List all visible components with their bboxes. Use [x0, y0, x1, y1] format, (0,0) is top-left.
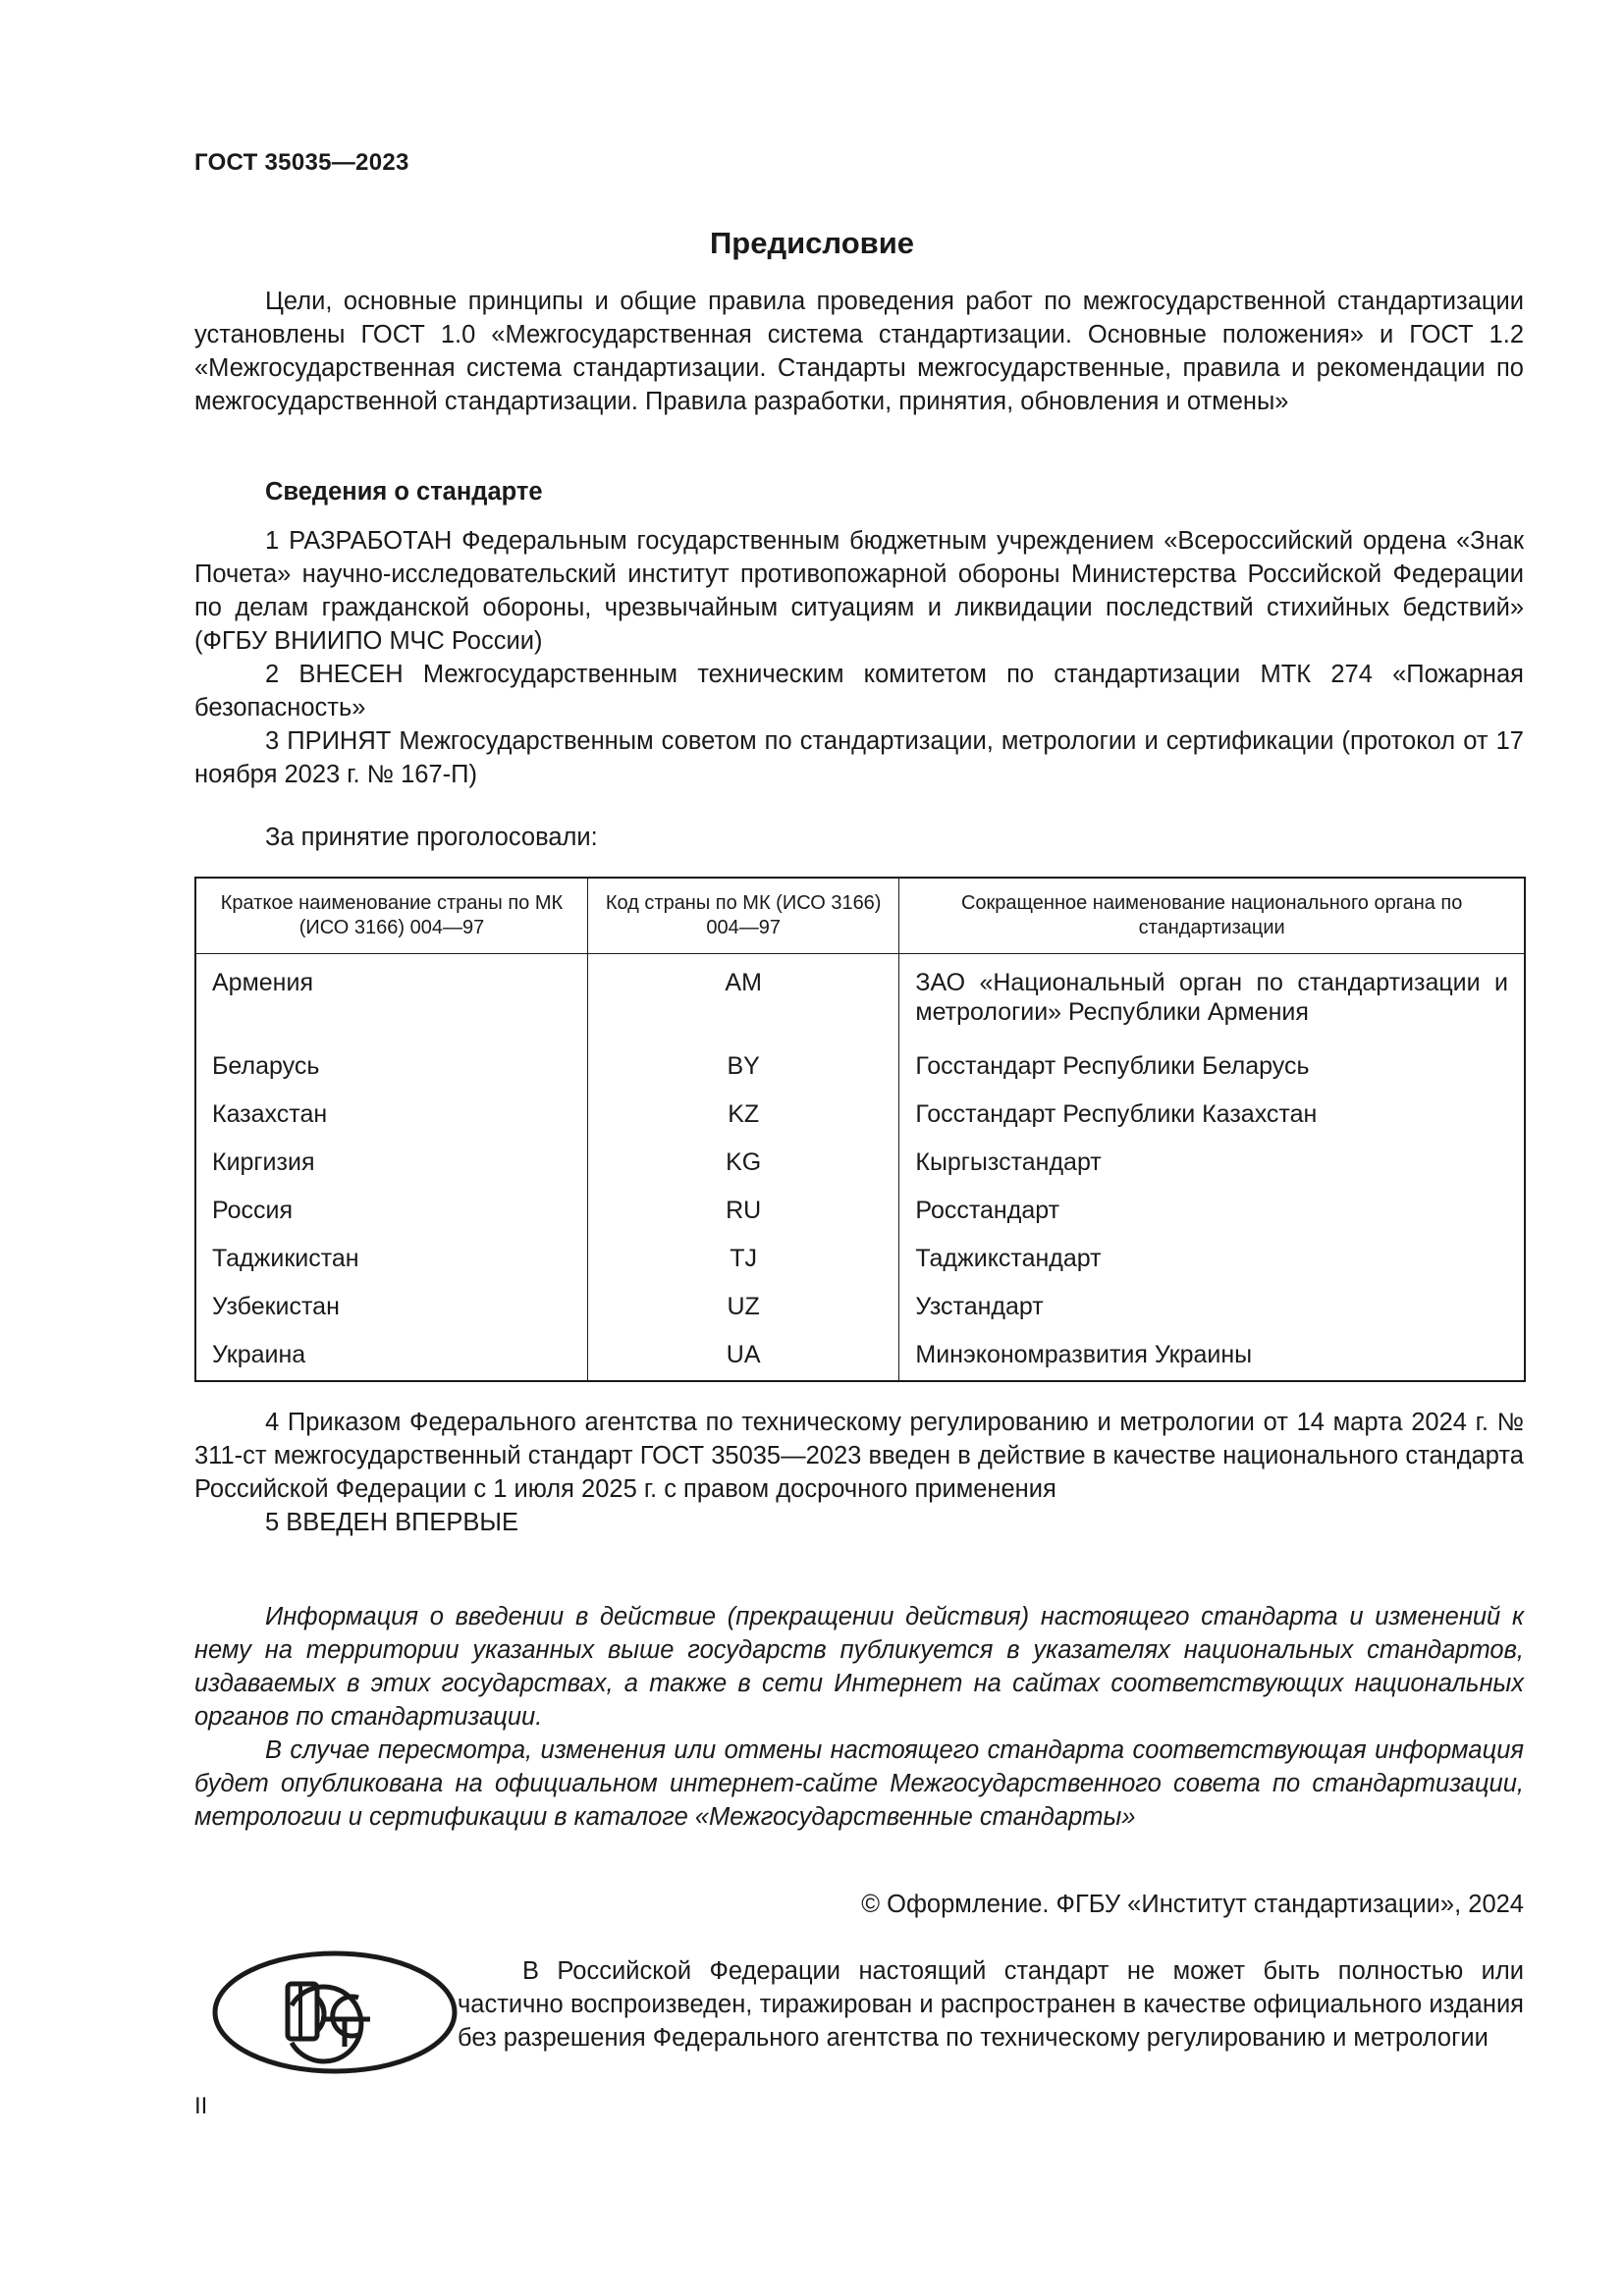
code-cell: UZ	[587, 1284, 898, 1332]
body-cell: Росстандарт	[915, 1197, 1060, 1224]
note-revision-info: В случае пересмотра, изменения или отмены настоящего стандарта соответствующая информация будет опубликована на официальном интернет-сайте Межгосударственного совета по стандартизации, метрологии и сертификации в каталоге «Межгосударственные стандарты»	[194, 1736, 1524, 1831]
intro-block	[194, 285, 1524, 418]
table-row	[195, 1188, 1525, 1236]
body-cell: Госстандарт Республики Беларусь	[915, 1052, 1310, 1080]
item-introduced: 2 ВНЕСЕН Межгосударственным техническим комитетом по стандартизации МТК 274 «Пожарная безопасность»	[194, 661, 1524, 721]
body-cell: Кыргызстандарт	[915, 1148, 1102, 1176]
item-order: 4 Приказом Федерального агентства по техническому регулированию и метрологии от 14 марта 2024 г. № 311-ст межгосударственный стандарт ГОСТ 35035—2023 введен в действие в качестве национального стандарта Российской Федерации с 1 июля 2025 г. с правом досрочного применения	[194, 1409, 1524, 1503]
voted-label: За принятие проголосовали:	[265, 824, 598, 851]
table-row	[195, 1043, 1525, 1092]
code-cell: KG	[587, 1140, 898, 1188]
country-cell: Россия	[195, 1188, 587, 1236]
body-cell: Госстандарт Республики Казахстан	[915, 1100, 1318, 1128]
pct-certification-mark-icon	[211, 1949, 459, 2076]
voted-label-block	[194, 821, 1524, 854]
code-cell: UA	[587, 1332, 898, 1381]
copyright-line: © Оформление. ФГБУ «Институт стандартизации», 2024	[861, 1891, 1524, 1918]
note-introduction-info: Информация о введении в действие (прекращении действия) настоящего стандарта и изменений к нему на территории указанных выше государств публикуется в указателях национальных стандартов, издаваемых в этих государствах, а также в сети Интернет на сайтах соответствующих национальных органов по стандартизации.	[194, 1603, 1524, 1731]
info-heading-block	[194, 475, 1524, 508]
item-adopted: 3 ПРИНЯТ Межгосударственным советом по стандартизации, метрологии и сертификации (протокол от 17 ноября 2023 г. № 167-П)	[194, 727, 1524, 788]
intro-paragraph: Цели, основные принципы и общие правила проведения работ по межгосударственной стандартизации установлены ГОСТ 1.0 «Межгосударственная система стандартизации. Основные положения» и ГОСТ 1.2 «Межгосударственная система стандартизации. Стандарты межгосударственные, правила и рекомендации по межгосударственной стандартизации. Правила разработки, принятия, обновления и отмены»	[194, 288, 1524, 415]
country-cell: Узбекистан	[195, 1284, 587, 1332]
code-cell: TJ	[587, 1236, 898, 1284]
table-row	[195, 1140, 1525, 1188]
page-number: II	[194, 2093, 208, 2119]
info-heading: Сведения о стандарте	[265, 478, 543, 506]
country-cell: Украина	[195, 1332, 587, 1381]
header-country-code: Код страны по МК (ИСО 3166) 004—97	[587, 878, 898, 954]
table-row	[195, 954, 1525, 1044]
items-block	[194, 524, 1524, 791]
header-national-body: Сокращенное наименование национального органа по стандартизации	[899, 878, 1525, 954]
table-row	[195, 1332, 1525, 1381]
table-row	[195, 1284, 1525, 1332]
country-cell: Киргизия	[195, 1140, 587, 1188]
vote-table-header-row	[195, 878, 1525, 954]
page-title: Предисловие	[709, 226, 914, 260]
document-code: ГОСТ 35035—2023	[194, 149, 409, 176]
header-country-name: Краткое наименование страны по МК (ИСО 3166) 004—97	[195, 878, 587, 954]
reproduction-notice-block	[458, 1954, 1524, 2055]
code-cell: AM	[587, 954, 898, 1044]
code-cell: BY	[587, 1043, 898, 1092]
country-cell: Таджикистан	[195, 1236, 587, 1284]
body-cell: Узстандарт	[915, 1293, 1044, 1320]
body-cell: Минэкономразвития Украины	[915, 1341, 1253, 1368]
country-cell: Армения	[195, 954, 587, 1044]
code-cell: RU	[587, 1188, 898, 1236]
body-cell: Таджикстандарт	[915, 1245, 1102, 1272]
info-notes-block	[194, 1600, 1524, 1834]
code-cell: KZ	[587, 1092, 898, 1140]
vote-table	[194, 877, 1526, 1382]
item-first-time: 5 ВВЕДЕН ВПЕРВЫЕ	[265, 1509, 519, 1536]
table-row	[195, 1236, 1525, 1284]
item-developed: 1 РАЗРАБОТАН Федеральным государственным бюджетным учреждением «Всероссийский ордена «Знак Почета» научно-исследовательский институт противопожарной обороны Министерства Российской Федерации по делам гражданской обороны, чрезвычайным ситуациям и ликвидации последствий стихийных бедствий» (ФГБУ ВНИИПО МЧС России)	[194, 527, 1524, 655]
country-cell: Беларусь	[195, 1043, 587, 1092]
items-after-table	[194, 1406, 1524, 1539]
table-row	[195, 1092, 1525, 1140]
country-cell: Казахстан	[195, 1092, 587, 1140]
body-cell: ЗАО «Национальный орган по стандартизации и метрологии» Республики Армения	[915, 969, 1508, 1026]
reproduction-notice: В Российской Федерации настоящий стандарт не может быть полностью или частично воспроизведен, тиражирован и распространен в качестве официального издания без разрешения Федерального агентства по техническому регулированию и метрологии	[458, 1957, 1524, 2052]
